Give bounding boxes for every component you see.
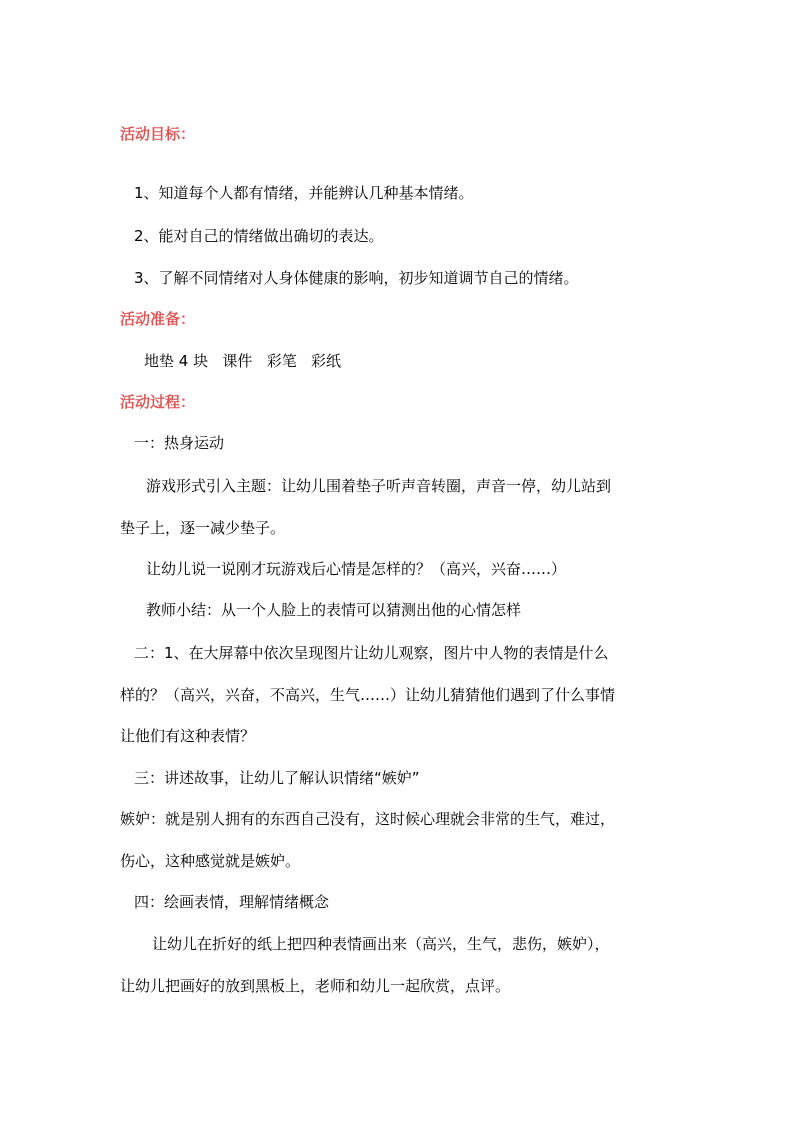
step-2-line-2: 样的？（高兴，兴奋，不高兴，生气……）让幼儿猜猜他们遇到了什么事情 (120, 686, 616, 704)
heading-activity-process: 活动过程： (120, 393, 196, 411)
step-1-paragraph-1-line-1: 游戏形式引入主题：让幼儿围着垫子听声音转圈，声音一停，幼儿站到 (146, 477, 612, 495)
prep-materials: 地垫 4 块 课件 彩笔 彩纸 (144, 352, 341, 370)
step-3-line-1: 嫉妒：就是别人拥有的东西自己没有，这时候心理就会非常的生气，难过， (120, 810, 616, 828)
step-1-paragraph-3: 教师小结：从一个人脸上的表情可以猜测出他的心情怎样 (146, 601, 522, 619)
step-3-title: 三：讲述故事，让幼儿了解认识情绪“嫉妒” (134, 769, 420, 787)
step-1-paragraph-2: 让幼儿说一说刚才玩游戏后心情是怎样的？（高兴，兴奋……） (146, 560, 567, 578)
step-4-line-1: 让幼儿在折好的纸上把四种表情画出来（高兴，生气，悲伤，嫉妒）， (152, 935, 610, 953)
step-4-line-2: 让幼儿把画好的放到黑板上，老师和幼儿一起欣赏，点评。 (120, 977, 511, 995)
step-4-title: 四：绘画表情，理解情绪概念 (134, 893, 330, 911)
goal-item-1: 1、知道每个人都有情绪，并能辨认几种基本情绪。 (134, 184, 474, 202)
goal-item-2: 2、能对自己的情绪做出确切的表达。 (134, 227, 384, 245)
heading-activity-prep: 活动准备： (120, 310, 196, 328)
goal-item-3: 3、了解不同情绪对人身体健康的影响，初步知道调节自己的情绪。 (134, 269, 579, 287)
heading-activity-goal: 活动目标： (120, 125, 196, 143)
step-2-line-3: 让他们有这种表情？ (120, 727, 256, 745)
step-2-line-1: 二：1、在大屏幕中依次呈现图片让幼儿观察，图片中人物的表情是什么 (134, 644, 609, 662)
step-1-title: 一：热身运动 (134, 434, 225, 452)
step-1-paragraph-1-line-2: 垫子上，逐一减少垫子。 (120, 519, 286, 537)
step-3-line-2: 伤心，这种感觉就是嫉妒。 (120, 852, 301, 870)
